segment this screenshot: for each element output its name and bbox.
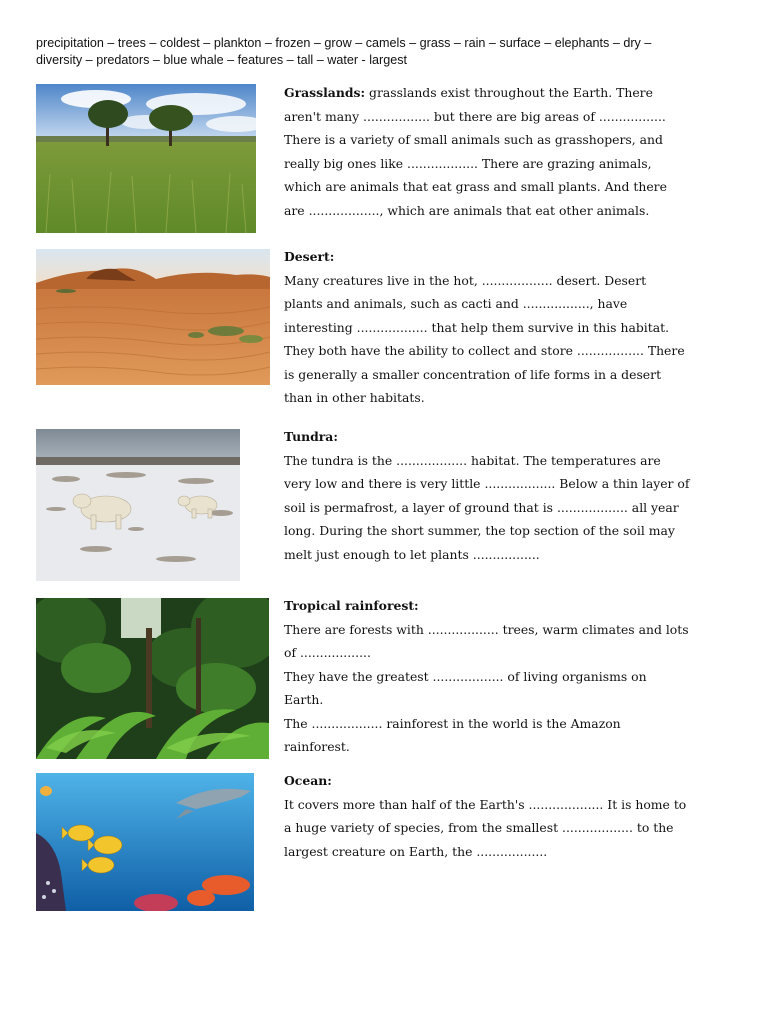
text-line: melt just enough to let plants ................. — [284, 546, 540, 562]
text-line: than in other habitats. — [284, 390, 425, 405]
word-bank — [36, 35, 746, 69]
word-bank-line: diversity – predators – blue whale – features – tall – water - largest — [36, 53, 408, 67]
text-line: soil is permafrost, a layer of ground that is .................. all year — [284, 499, 679, 515]
desert-photo — [36, 249, 270, 385]
section-title: Ocean: — [284, 773, 332, 788]
text-line: Earth. — [284, 692, 324, 707]
tundra-photo — [36, 429, 240, 581]
grasslands-photo — [36, 84, 256, 233]
word-bank-line: precipitation – trees – coldest – plankton – frozen – grow – camels – grass – rain – surface – elephants – dry – — [36, 36, 652, 50]
text-line: a huge variety of species, from the smallest .................. to the — [284, 820, 674, 835]
text-line: are .................., which are animals that eat other animals. — [284, 202, 650, 218]
section-title: Tropical rainforest: — [284, 598, 419, 613]
text-line: is generally a smaller concentration of life forms in a desert — [284, 366, 662, 382]
rainforest-text — [284, 594, 736, 759]
text-line: Many creatures live in the hot, .................. desert. Desert — [284, 272, 647, 288]
text-line: grasslands exist throughout the Earth. There — [369, 85, 653, 100]
text-line: plants and animals, such as cacti and ................., have — [284, 296, 628, 311]
text-line: really big ones like .................. There are grazing animals, — [284, 155, 652, 171]
text-line: There is a variety of small animals such as grasshopers, and — [284, 132, 663, 147]
desert-text — [284, 245, 736, 410]
rainforest-photo — [36, 598, 269, 759]
grasslands-text — [284, 81, 736, 222]
text-line: of .................. — [284, 645, 371, 660]
ocean-photo — [36, 773, 254, 911]
text-line: very low and there is very little .................. Below a thin layer of — [284, 476, 690, 491]
text-line: It covers more than half of the Earth's ................... It is home to — [284, 796, 687, 812]
section-title: Grasslands: — [284, 85, 366, 100]
text-line: aren't many ................. but there are big areas of ................. — [284, 108, 666, 124]
ocean-text — [284, 769, 736, 863]
text-line: interesting .................. that help them survive in this habitat. — [284, 319, 670, 335]
text-line: The .................. rainforest in the world is the Amazon — [284, 715, 621, 731]
text-line: They both have the ability to collect and store ................. There — [284, 343, 685, 358]
text-line: They have the greatest .................. of living organisms on — [284, 668, 647, 684]
tundra-text — [284, 425, 736, 566]
text-line: rainforest. — [284, 739, 350, 754]
text-line: which are animals that eat grass and small plants. And there — [284, 179, 667, 194]
text-line: long. During the short summer, the top section of the soil may — [284, 523, 675, 538]
text-line: The tundra is the .................. habitat. The temperatures are — [284, 452, 661, 468]
section-title: Tundra: — [284, 429, 338, 444]
section-title: Desert: — [284, 249, 335, 264]
text-line: largest creature on Earth, the .................. — [284, 843, 548, 859]
text-line: There are forests with .................. trees, warm climates and lots — [284, 621, 689, 637]
